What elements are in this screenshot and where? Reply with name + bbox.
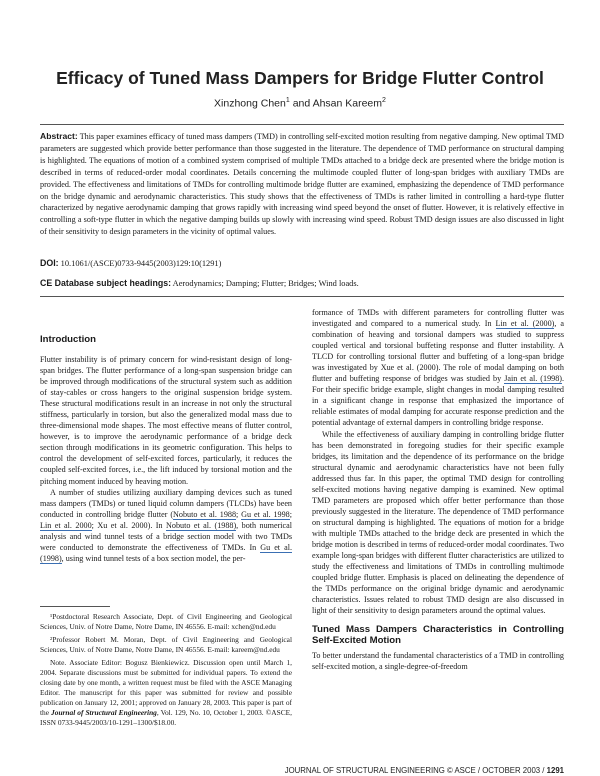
- footnote-author2: ²Professor Robert M. Moran, Dept. of Civil Engineering and Geological Sciences, Univ. of Notre Dame, Notre Dame, IN 46556. E-mail: kareem@nd.edu: [40, 635, 292, 655]
- abstract-text: This paper examines efficacy of tuned mass dampers (TMD) in controlling self-excited motion resulting from negative damping. New optimal TMD parameters are suggested which provide better performance than those suggested in the literature. The dependence of TMD performance on structural damping is highlighted. The equations of motion of a combined system comprised of multiple TMDs attached to a bridge deck are presented where the bridge motion is described in terms of reduced-order modal coordinates. Details concerning the multimode coupled flutter of long-span bridges with auxiliary TMDs are provided. The effectiveness and limitations of TMDs for controlling multimode bridge flutter are examined, emphasizing the dependence of TMD performance on the bridge dynamic and aerodynamic characteristics. This study shows that the effectiveness of TMDs is rather limited in controlling a hard-type flutter characterized by negative aerodynamic damping that grows rapidly with increasing wind speed beyond the onset of flutter. However, it is relatively effective in controlling a soft-type flutter in which the negative damping builds up slowly with increasing wind speed. Robust TMD design issues are also discussed in light of their sensitivity to design parameters in the vicinity of optimal values.: [40, 132, 564, 237]
- doi-line: [40, 258, 564, 268]
- text-run: , a combination of heaving and torsional dampers was studied to suppress coupled vertical and torsional buffeting response and flutter instability. A TLCD for controlling torsional flutter and buffeting of a long-span bridge was investigated by Xue et al. (2000). The role of modal damping on both flutter and buffeting response of bridges was studied by: [312, 319, 565, 384]
- author-name: Xinzhong Chen: [214, 97, 286, 110]
- journal-name: Journal of Structural Engineering: [51, 708, 157, 718]
- abstract-label: Abstract:: [40, 131, 78, 141]
- left-column: [40, 334, 292, 564]
- text-run: ;: [236, 509, 242, 519]
- subject-headings-value: Aerodynamics; Damping; Flutter; Bridges; Wind loads.: [172, 279, 359, 288]
- text-run: . For their specific bridge example, slight changes in modal damping resulted in a significant change in response that emphasized the importance of reliable estimates of modal damping for accurate response prediction and the potential advantage of external dampers in controlling bridge response.: [312, 374, 564, 428]
- footnote-rule: [40, 606, 110, 607]
- citation-link[interactable]: Lin et al. 2000: [40, 520, 92, 530]
- subject-headings-label: CE Database subject headings:: [40, 278, 172, 288]
- citation-link[interactable]: Gu et al. (1998): [40, 542, 292, 563]
- paper-title: Efficacy of Tuned Mass Dampers for Bridge Flutter Control: [56, 68, 544, 88]
- citation-link[interactable]: Gu et al. 1998: [241, 509, 290, 519]
- editorial-note: [40, 658, 292, 728]
- affiliation-marker: 2: [382, 97, 386, 104]
- text-run: , Vol. 129, No. 10, October 1, 2003. ©ASCE, ISSN 0733-9445/2003/10-1291–1300/$18.00.: [40, 708, 292, 728]
- text-run: formance of TMDs with different parameters for controlling flutter was investigated and compared to a numerical study. In: [312, 308, 564, 329]
- text-run: Note. Associate Editor: Bogusz Bienkiewicz. Discussion open until March 1, 2004. Separate discussions must be submitted for individual papers. To extend the closing date by one month, a written request must be filed with the ASCE Managing Editor. The manuscript for this paper was submitted for review and possible publication on January 12, 2001; approved on January 28, 2003. This paper is part of the: [40, 658, 292, 718]
- citation-link[interactable]: Jain et al. (1998): [504, 374, 562, 384]
- paragraph: [312, 307, 564, 429]
- doi-value[interactable]: 10.1061/(ASCE)0733-9445(2003)129:10(1291): [60, 259, 222, 268]
- text-run: , using wind tunnel tests of a box section model, the per-: [61, 553, 246, 563]
- citation-link[interactable]: Lin et al. (2000): [495, 319, 555, 329]
- paragraph: Flutter instability is of primary concern for wind-resistant design of long-span bridges. The flutter performance of a long-span suspension bridge can be improved through modifications of the structural system such as addition of stay-cables or cross hangers to the original suspension bridge system. These structural modifications result in an increase in not only the structural stiffness, particularly in torsion, but also the generalized modal mass due to three-dimensional mode shapes. The most effective means of flutter control, however, is to improve the aerodynamic performance of a bridge deck section through modifications in its geometric configuration. This helps to control the development of self-excited forces, particularly, it reduces the coupled self-excited forces, i.e., the lift induced by torsional motion and the pitching moment induced by heaving motion.: [40, 355, 292, 486]
- affiliation-marker: 1: [285, 97, 290, 104]
- subject-headings: [40, 278, 564, 288]
- page-footer: [285, 766, 564, 775]
- footer-journal: JOURNAL OF STRUCTURAL ENGINEERING © ASCE / OCTOBER 2003 /: [284, 766, 547, 775]
- section-heading-tmd-characteristics: Tuned Mass Dampers Characteristics in Controlling Self-Excited Motion: [312, 624, 564, 647]
- paragraph: [40, 487, 292, 564]
- abstract: [40, 131, 564, 238]
- section-heading-introduction: Introduction: [40, 334, 96, 345]
- citation-link[interactable]: Nobuto et al. (1988): [166, 520, 237, 530]
- citation-link[interactable]: Nobuto et al. 1988: [173, 509, 237, 519]
- paragraph: To better understand the fundamental characteristics of a TMD in controlling self-excited motion, a single-degree-of-freedom: [312, 651, 564, 672]
- footnote-author1: ¹Postdoctoral Research Associate, Dept. of Civil Engineering and Geological Sciences, Univ. of Notre Dame, Notre Dame, IN 46556. E-mail: xchen@nd.edu: [40, 612, 292, 632]
- doi-label: DOI:: [40, 258, 59, 268]
- text-run: A number of studies utilizing auxiliary damping devices such as tuned mass dampers (TMDs) or tuned liquid column dampers (TLCDs) have been conducted in controlling bridge flutter (: [40, 487, 292, 519]
- author-line: [0, 97, 600, 110]
- footnotes: [40, 612, 292, 732]
- text-run: , both numerical analysis and wind tunnel tests of a bridge section model with two TMDs were conducted to demonstrate the effectiveness of TMDs. In: [40, 520, 293, 552]
- text-run: ;: [289, 509, 292, 519]
- abstract-top-rule: [40, 124, 564, 125]
- paragraph: While the effectiveness of auxiliary damping in controlling bridge flutter has been demonstrated in foregoing studies for their specific example bridges, its limitation and the dependence of its performance on the bridge structural dynamic and aerodynamic characteristics have not been fully addressed thus far. In this paper, the optimal TMD design for controlling self-excited motions having negative damping is examined. New optimal TMD parameters are proposed which offer better performance than those previously suggested in the literature. The dependence of TMD performance on structural damping is highlighted. The equations of motion for a bridge with multiple TMDs attached to the bridge deck are presented in which the bridge motion is described in terms of reduced-order modal coordinates. Two example long-span bridges with different flutter characteristics are utilized to study the effectiveness and limitations of TMDs in controlling multimode coupled bridge flutter. Emphasis is placed on delineating the dependence of the TMDs performance on the original bridge dynamic and aerodynamic characteristics. Issues related to robust TMD design are also discussed in light of their sensitivity to design parameters around the optimal values.: [312, 429, 564, 616]
- page-number: 1291: [546, 766, 564, 775]
- right-column: [312, 307, 564, 672]
- text-run: ; Xu et al. 2000). In: [91, 520, 167, 530]
- author-conjunction: and: [292, 97, 311, 110]
- abstract-bottom-rule: [40, 296, 564, 297]
- author-name: Ahsan Kareem: [312, 97, 383, 110]
